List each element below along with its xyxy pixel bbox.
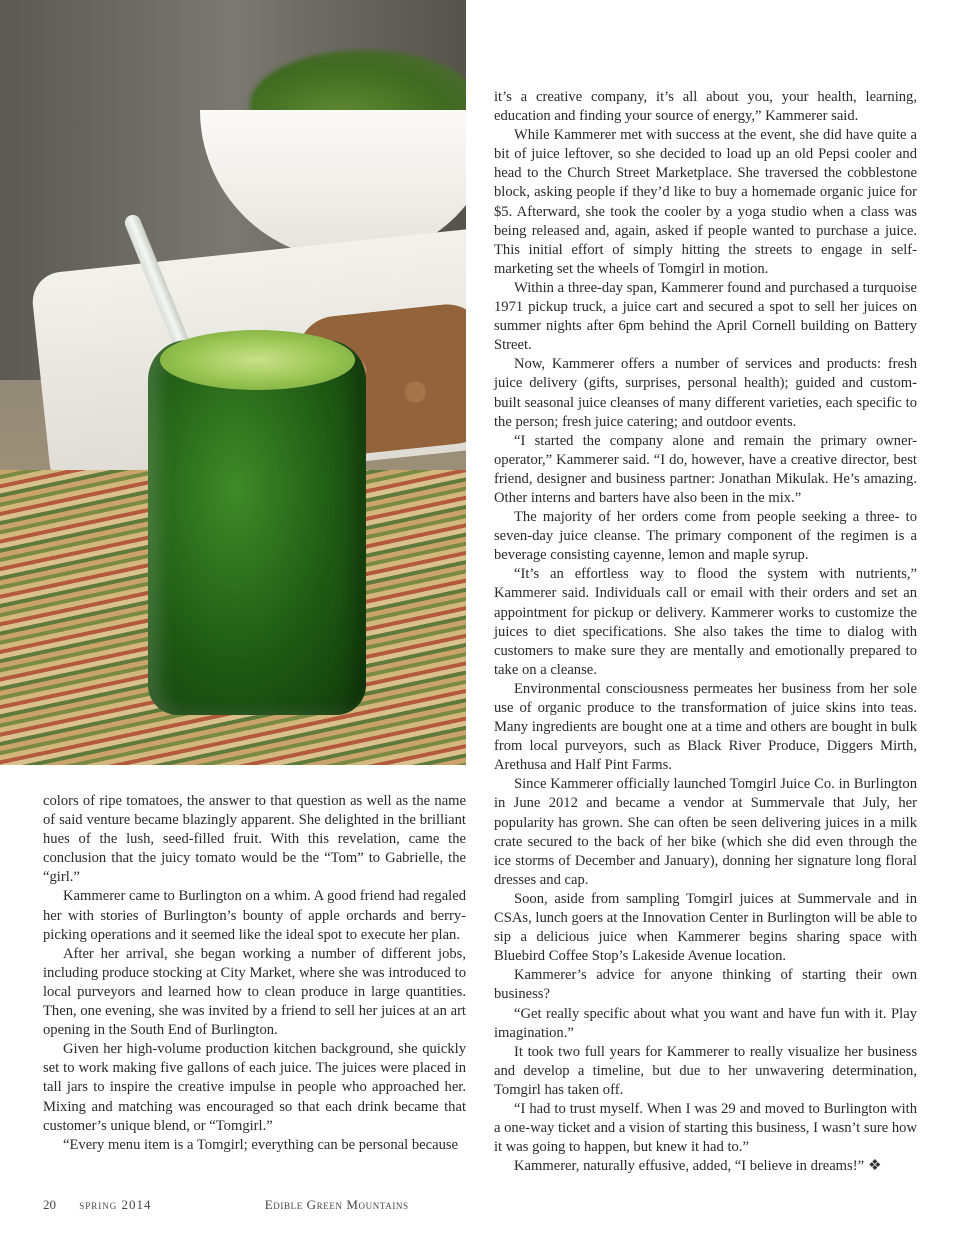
- green-juice-jar-photo: [0, 0, 466, 765]
- issue-season: spring 2014: [79, 1197, 152, 1212]
- paragraph: it’s a creative company, it’s all about you, your health, learning, education and finding your source of energy,” Kammerer said.: [494, 89, 917, 125]
- paragraph: “I had to trust myself. When I was 29 and moved to Burlington with a one-way ticket and a vision of starting this business, I wasn’t sure how it was going to happen, but knew it had to.”: [494, 1100, 917, 1156]
- paragraph: Kammerer’s advice for anyone thinking of starting their own business?: [494, 967, 917, 1003]
- paragraph: After her arrival, she began working a number of different jobs, including produce stocking at City Market, where she was introduced to local purveyors and learned how to clean produce in large quantities. Then, one evening, she was invited by a friend to sell her juices at an art opening in the South End of Burlington.: [43, 945, 466, 1039]
- paragraph: Environmental consciousness permeates her business from her sole use of organic produce to the transformation of juice skins into teas. Many ingredients are bought one at a time and others are bought in bulk from local purveyors, such as Black River Produce, Diggers Mirth, Arethusa and Half Pint Farms.: [494, 680, 917, 774]
- paragraph: Now, Kammerer offers a number of services and products: fresh juice delivery (gifts, surprises, personal health); guided and custom-built seasonal juice cleanses of many different varieties, each specific to the person; fresh juice catering; and outdoor events.: [494, 356, 917, 430]
- magazine-name: Edible Green Mountains: [264, 1197, 409, 1212]
- paragraph: colors of ripe tomatoes, the answer to that question as well as the name of said venture became blazingly apparent. She delighted in the brilliant hues of the lush, seed-filled fruit. With this revelation, came the conclusion that the juicy tomato would be the “Tom” to Gabrielle, the “girl.”: [43, 793, 466, 886]
- final-paragraph-text: Kammerer, naturally effusive, added, “I believe in dreams!”: [514, 1158, 865, 1175]
- page-number: 20: [43, 1197, 56, 1212]
- right-text-column: [494, 88, 917, 1176]
- paragraph: “It’s an effortless way to flood the system with nutrients,” Kammerer said. Individuals call or email with their orders and set an appointment for pickup or delivery. Kammerer works to customize the juices to diet specifications. She also takes the time to dialog with customers to make sure they are mentally and emotionally prepared to take on a cleanse.: [494, 566, 917, 678]
- paragraph: Kammerer came to Burlington on a whim. A good friend had regaled her with stories of Burlington’s bounty of apple orchards and berry-picking operations and it seemed like the ideal spot to execute her plan.: [43, 888, 466, 943]
- paragraph: The majority of her orders come from people seeking a three- to seven-day juice cleanse. The primary component of the regimen is a beverage consisting cayenne, lemon and maple syrup.: [494, 509, 917, 564]
- photo-juice-foam: [160, 330, 355, 390]
- paragraph: Within a three-day span, Kammerer found and purchased a turquoise 1971 pickup truck, a juice cart and secured a spot to sell her juices on summer nights after 6pm behind the April Cornell building on Battery Street.: [494, 279, 917, 354]
- paragraph: While Kammerer met with success at the event, she did have quite a bit of juice leftover, so she decided to load up an old Pepsi cooler and head to the Church Street Marketplace. She traversed the cobblestone block, asking people if they’d like to buy a homemade organic juice for $5. Afterward, she took the cooler by a yoga studio when a class was being released and, again, asked if people wanted to purchase a juice. This initial effort of simply hitting the streets to engage in self-marketing set the wheels of Tomgirl in motion.: [494, 127, 917, 277]
- left-text-column: [43, 792, 466, 1155]
- maple-leaf-icon: ❖: [868, 1158, 882, 1175]
- paragraph: Soon, aside from sampling Tomgirl juices at Summervale and in CSAs, lunch goers at the Innovation Center in Burlington will be able to sip a delicious juice when Kammerer begins sharing space with Bluebird Coffee Stop’s Lakeside Avenue location.: [494, 890, 917, 965]
- paragraph: “Get really specific about what you want and have fun with it. Play imagination.”: [494, 1005, 917, 1041]
- paragraph: Given her high-volume production kitchen background, she quickly set to work making five gallons of each juice. The juices were placed in tall jars to inspire the creative impulse in people who approached her. Mixing and matching was encouraged so that each drink became that customer’s unique blend, or “Tomgirl.”: [43, 1041, 466, 1134]
- paragraph: It took two full years for Kammerer to really visualize her business and develop a timeline, but due to her unwavering determination, Tomgirl has taken off.: [494, 1043, 917, 1098]
- page-footer: [43, 1197, 503, 1213]
- final-paragraph: [494, 1157, 917, 1176]
- paragraph: “Every menu item is a Tomgirl; everything can be personal because: [63, 1136, 459, 1153]
- paragraph: Since Kammerer officially launched Tomgirl Juice Co. in Burlington in June 2012 and became a vendor at Summervale that July, her popularity has grown. She can often be seen delivering juices in a milk crate secured to the back of her bike (which she did even through the ice storms of December and January), donning her signature long floral dresses and cap.: [494, 776, 917, 888]
- photo-mason-jar: [148, 340, 366, 715]
- paragraph: “I started the company alone and remain the primary owner-operator,” Kammerer said. “I do, however, have a creative director, best friend, designer and business partner: Jonathan Mikulak. He’s amazing. Other interns and barters have also been in the mix.”: [494, 432, 917, 506]
